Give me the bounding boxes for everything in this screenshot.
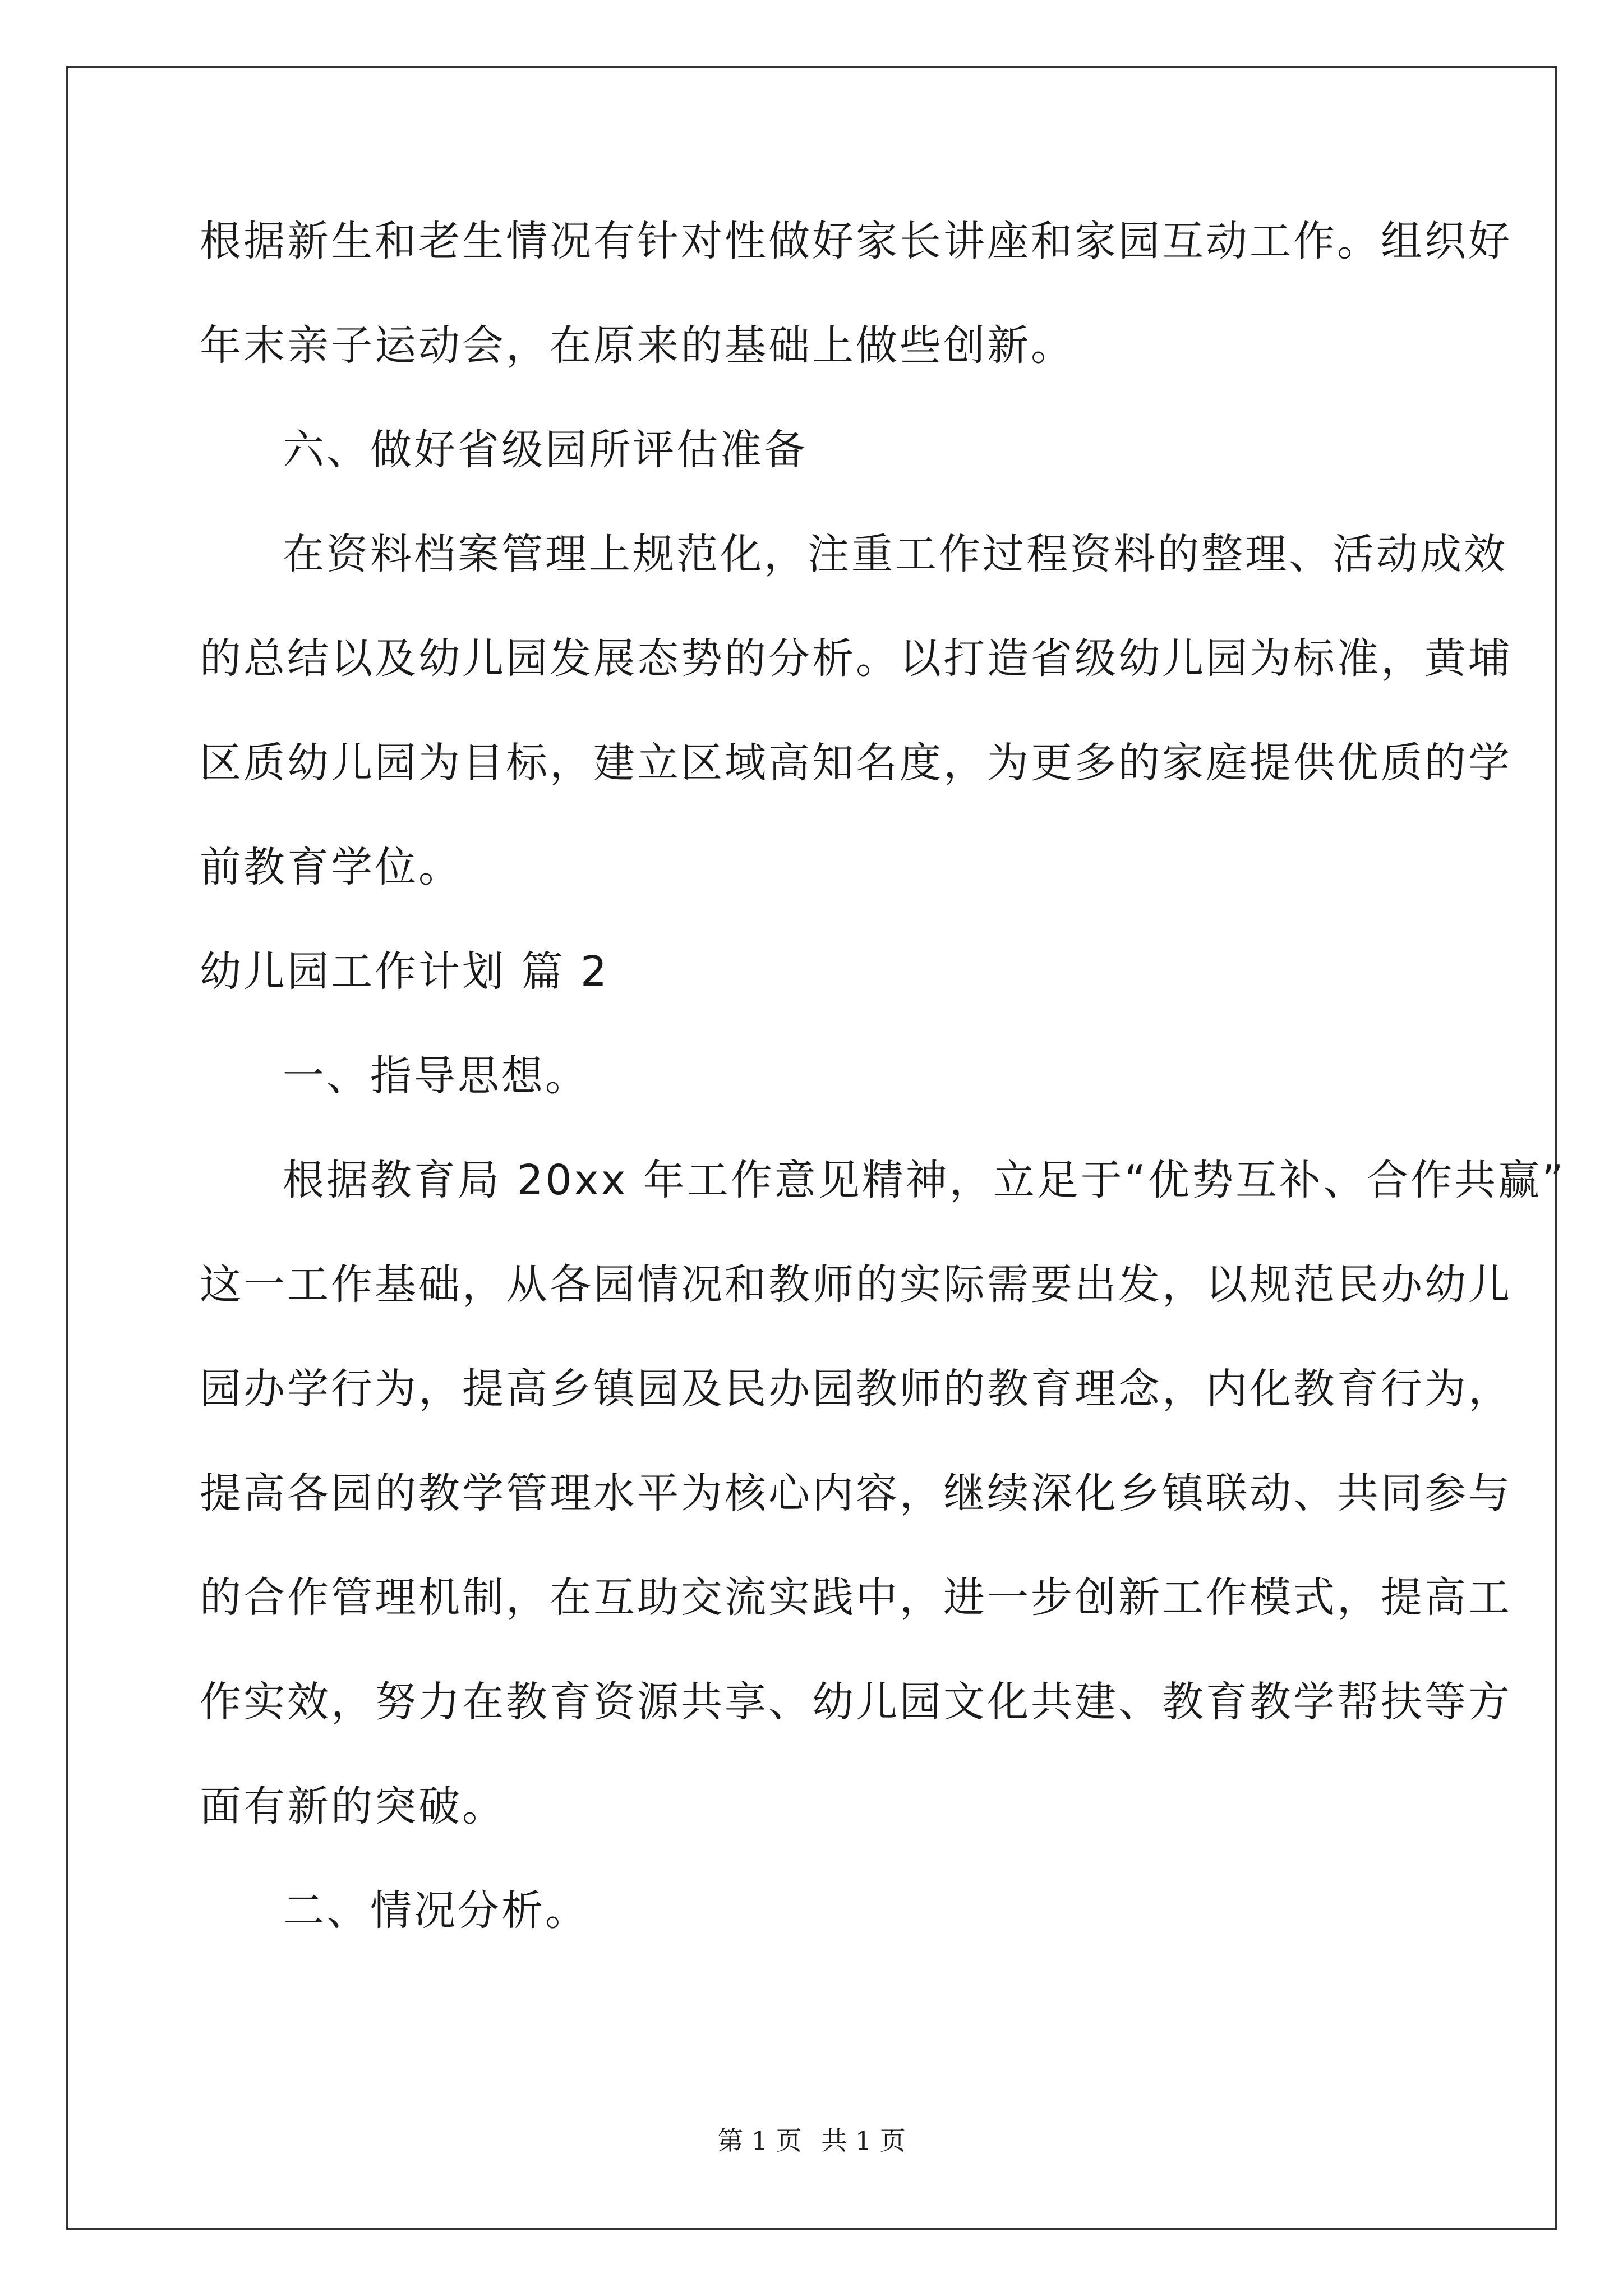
paragraph-line: 园办学行为，提高乡镇园及民办园教师的教育理念，内化教育行为， — [200, 1365, 1512, 1413]
paragraph-line: 的合作管理机制，在互助交流实践中，进一步创新工作模式，提高工 — [200, 1573, 1512, 1622]
paragraph-line: 根据教育局 20xx 年工作意见精神，立足于“优势互补、合作共赢” — [283, 1156, 1566, 1204]
paragraph-line: 区质幼儿园为目标，建立区域高知名度，为更多的家庭提供优质的学 — [200, 739, 1512, 787]
paragraph-line: 面有新的突破。 — [200, 1782, 506, 1830]
section-heading: 一、指导思想。 — [283, 1052, 589, 1100]
document-section-title: 幼儿园工作计划 篇 2 — [200, 947, 610, 996]
paragraph-line: 年末亲子运动会，在原来的基础上做些创新。 — [200, 321, 1075, 370]
page-number-current: 第 1 页 — [717, 2125, 802, 2156]
paragraph-line: 的总结以及幼儿园发展态势的分析。以打造省级幼儿园为标准，黄埔 — [200, 634, 1512, 683]
page-number-total: 共 1 页 — [821, 2125, 906, 2156]
section-heading: 二、情况分析。 — [283, 1887, 589, 1935]
paragraph-line: 提高各园的教学管理水平为核心内容，继续深化乡镇联动、共同参与 — [200, 1469, 1512, 1517]
paragraph-line: 在资料档案管理上规范化，注重工作过程资料的整理、活动成效 — [283, 530, 1507, 578]
page-footer — [0, 2124, 1623, 2157]
paragraph-line: 前教育学位。 — [200, 843, 462, 891]
paragraph-line: 作实效，努力在教育资源共享、幼儿园文化共建、教育教学帮扶等方 — [200, 1678, 1512, 1726]
paragraph-line: 根据新生和老生情况有针对性做好家长讲座和家园互动工作。组织好 — [200, 217, 1512, 265]
paragraph-line: 这一工作基础，从各园情况和教师的实际需要出发，以规范民办幼儿 — [200, 1260, 1512, 1309]
section-heading: 六、做好省级园所评估准备 — [283, 426, 808, 474]
